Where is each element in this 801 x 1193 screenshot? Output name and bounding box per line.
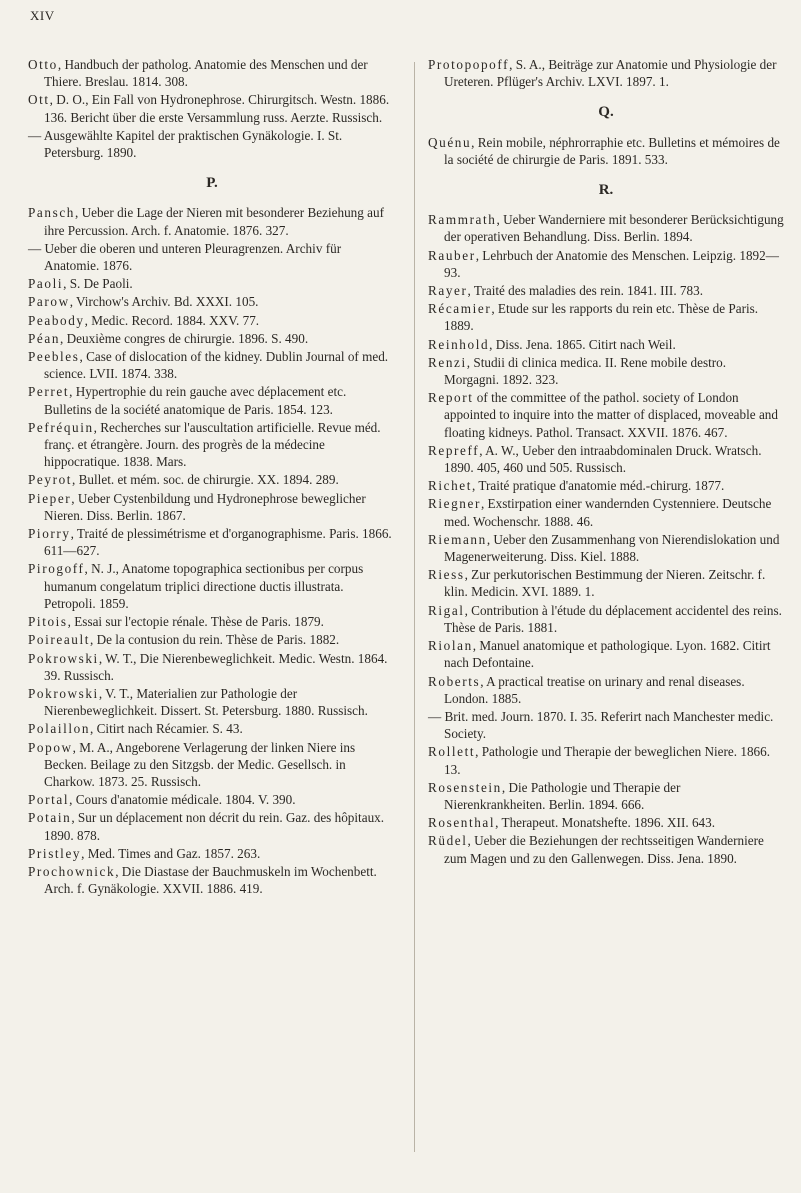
entry-author: Pitois [28,614,68,630]
bibliography-entry [28,560,396,612]
bibliography-entry [28,525,396,559]
entry-text: , Die Pathologie und Therapie der Nierenkrankheiten. Berlin. 1894. 666. [444,779,681,812]
entry-text: , Ueber den Zusammenhang von Nierendislokation und Magenerweiterung. Diss. Kiel. 1888. [444,531,780,565]
entry-author: Portal [28,792,70,808]
entry-text: , S. A., Beiträge zur Anatomie und Physiologie der Ureteren. Pflüger's Archiv. LXVI. 1897. 1. [444,57,777,90]
section-letter: P. [206,175,218,192]
entry-author: Reinhold [428,336,490,352]
entry-text: , De la contusion du rein. Thèse de Paris. 1882. [90,632,340,648]
entry-text: , Handbuch der patholog. Anatomie des Menschen und der Thiere. Breslau. 1814. 308. [44,57,368,90]
bibliography-entry [428,637,784,671]
bibliography-entry [428,56,784,90]
bibliography-entry [28,330,396,347]
entry-author: Protopopoff [428,57,510,72]
entry-text: , Hypertrophie du rein gauche avec déplacement etc. Bulletins de la société anatomique de Paris. 1854. 123. [44,384,347,417]
entry-text: , Manuel anatomique et pathologique. Lyon. 1682. Citirt nach Defontaine. [444,638,771,671]
entry-author: Pieper [28,490,72,506]
section-letter: Q. [598,104,614,121]
bibliography-entry [28,863,396,897]
entry-author: Poireault [28,632,91,648]
entry-text: , D. O., Ein Fall von Hydronephrose. Chirurgitsch. Westn. 1886. 136. Bericht über die erste Versammlung russ. Aerzte. Russisch. [44,92,390,125]
entry-text: , Die Diastase der Bauchmuskeln im Wochenbett. Arch. f. Gynäkologie. XXVII. 1886. 419. [44,863,377,897]
entry-author: Rollett [428,744,476,760]
entry-author: Récamier [428,301,492,317]
entry-author: Renzi [428,354,467,370]
entry-author: Peabody [28,312,85,328]
entry-text: , Cours d'anatomie médicale. 1804. V. 390. [69,792,296,808]
entry-text: — Ueber die oberen und unteren Pleuragrenzen. Archiv für Anatomie. 1876. [28,240,342,274]
bibliography-entry [28,613,396,630]
bibliography-entry [28,720,396,737]
page-number: XIV [30,8,55,23]
entry-text: , Lehrbuch der Anatomie des Menschen. Leipzig. 1892—93. [444,247,779,280]
entry-author: Rigal [428,602,465,618]
entry-author: Rammrath [428,212,497,228]
bibliography-entry [428,442,784,476]
entry-text: , Ueber Wanderniere mit besonderer Berücksichtigung der operativen Behandlung. Diss. Berlin. 1894. [444,212,784,245]
entry-text: , Essai sur l'ectopie rénale. Thèse de Paris. 1879. [67,614,324,630]
bibliography-entry [428,779,784,813]
entry-author: Roberts [428,673,481,689]
entry-text: , N. J., Anatome topographica sectionibus per corpus humanum congelatum triplici directione ductis illustrata. Petropoli. 1859. [44,561,364,611]
bibliography-entry [28,809,396,843]
entry-author: Peebles [28,349,80,365]
entry-author: Prochownick [28,863,116,879]
bibliography-entry [428,247,784,281]
entry-author: Polaillon [28,721,91,737]
bibliography-entry [28,275,396,292]
entry-text: , Ueber die Beziehungen der rechtsseitigen Wanderniere zum Magen und zu den Gallenwegen. Diss. Jena. 1890. [444,833,764,866]
entry-author: Rayer [428,283,468,299]
entry-author: Repreff [428,442,480,458]
bibliography-entry [428,531,784,565]
entry-author: Rüdel [428,833,468,849]
entry-text: , Recherches sur l'auscultation artificielle. Revue méd. franç. et étrangère. Journ. des progrès de la médecine hippocratique. 1838. Mars. [44,419,381,470]
bibliography-entry [28,490,396,524]
bibliography-entry [428,673,784,707]
bibliography-entry [28,240,396,274]
entry-text: , Pathologie und Therapie der beweglichen Niere. 1866. 13. [444,744,771,777]
bibliography-entry [428,814,784,831]
bibliography-entry [28,56,396,90]
bibliography-entry [28,631,396,648]
entry-author: Otto [28,57,58,72]
entry-text: — Brit. med. Journ. 1870. I. 35. Referirt nach Manchester medic. Society. [428,708,774,742]
entry-text: , M. A., Angeborene Verlagerung der linken Niere ins Becken. Beilage zu den Sitzgsb. der Medic. Gesellsch. in Charkow. 1873. 25. Russisch. [44,739,356,789]
bibliography-entry [428,282,784,299]
entry-author: Quénu [428,134,472,150]
bibliography-entry [28,845,396,862]
entry-text: , Virchow's Archiv. Bd. XXXI. 105. [69,294,259,310]
entry-text: , A. W., Ueber den intraabdominalen Druck. Wratsch. 1890. 405, 460 und 505. Russisch. [444,442,762,476]
entry-text: , Etude sur les rapports du rein etc. Thèse de Paris. 1889. [444,301,759,334]
entry-text: of the committee of the pathol. society of London appointed to inquire into the matter of displaced, moveable and floating kidneys. Pathol. Transact. XXVII. 1876. 467. [444,390,778,440]
entry-text: , Med. Times and Gaz. 1857. 263. [81,845,261,861]
entry-text: , Rein mobile, néphrorraphie etc. Bulletins et mémoires de la société de chirurgie de Paris. 1891. 533. [444,134,780,167]
bibliography-entry [28,312,396,329]
bibliography-entry [28,650,396,684]
bibliography-entry [28,685,396,719]
entry-author: Perret [28,384,70,400]
entry-author: Pansch [28,205,75,221]
entry-text: , Exstirpation einer wandernden Cystenniere. Deutsche med. Wochenschr. 1888. 46. [444,496,772,529]
entry-text: , V. T., Materialien zur Pathologie der Nierenbeweglichkeit. Dissert. St. Petersburg. 1880. Russisch. [44,685,368,719]
bibliography-entry [428,336,784,353]
entry-author: Peyrot [28,472,73,488]
entry-author: Paoli [28,276,64,292]
entry-text: , Medic. Record. 1884. XXV. 77. [84,312,260,328]
bibliography-entry [428,300,784,334]
bibliography-entry [28,471,396,488]
left-column [28,56,396,898]
bibliography-entry [428,495,784,529]
entry-author: Riess [428,567,465,583]
bibliography-entry [28,739,396,791]
entry-text: , A practical treatise on urinary and renal diseases. London. 1885. [444,673,745,706]
entry-author: Rosenthal [428,815,496,831]
entry-author: Piorry [28,526,71,542]
bibliography-entry [28,293,396,310]
entry-author: Péan [28,330,61,346]
entry-author: Pokrowski [28,650,99,666]
bibliography-entry [28,204,396,238]
entry-author: Riemann [428,531,487,547]
entry-text: , Traité de plessimétrisme et d'organographisme. Paris. 1866. 611—627. [44,526,392,559]
bibliography-entry [428,832,784,866]
entry-author: Pokrowski [28,685,99,701]
entry-author: Rauber [428,247,476,263]
bibliography-entry [428,566,784,600]
entry-author: Potain [28,810,72,826]
bibliography-entry [428,708,784,742]
bibliography-entry [428,602,784,636]
right-column [428,56,784,868]
bibliography-entry [428,354,784,388]
entry-text: , Diss. Jena. 1865. Citirt nach Weil. [489,336,676,352]
entry-text: , Case of dislocation of the kidney. Dublin Journal of med. science. LVII. 1874. 338. [44,349,389,382]
bibliography-entry [28,791,396,808]
bibliography-entry [28,348,396,382]
entry-text: — Ausgewählte Kapitel der praktischen Gynäkologie. I. St. Petersburg. 1890. [28,127,343,161]
entry-author: Report [428,390,474,406]
entry-text: , Citirt nach Récamier. S. 43. [90,721,243,737]
entry-author: Pristley [28,845,82,861]
entry-text: , Studii di clinica medica. II. Rene mobile destro. Morgagni. 1892. 323. [444,354,727,388]
entry-author: Rosenstein [428,779,502,795]
bibliography-entry [428,211,784,245]
bibliography-entry [28,127,396,161]
entry-author: Riegner [428,496,481,512]
entry-text: , Bullet. et mém. soc. de chirurgie. XX. 1894. 289. [72,472,339,488]
entry-text: , Deuxième congres de chirurgie. 1896. S. 490. [60,330,309,346]
entry-author: Popow [28,739,73,755]
entry-text: , Ueber die Lage der Nieren mit besonderer Beziehung auf ihre Percussion. Arch. f. Anatomie. 1876. 327. [44,205,385,238]
entry-author: Ott [28,92,50,108]
entry-text: , Traité pratique d'anatomie méd.-chirurg. 1877. [472,478,725,494]
entry-text: , Therapeut. Monatshefte. 1896. XII. 643. [495,815,716,831]
bibliography-entry [28,383,396,417]
entry-text: , Contribution à l'étude du déplacement accidentel des reins. Thèse de Paris. 1881. [444,602,782,635]
entry-text: , Traité des maladies des rein. 1841. III. 783. [467,283,704,299]
entry-author: Pefréquin [28,419,94,435]
entry-text: , Sur un déplacement non décrit du rein. Gaz. des hôpitaux. 1890. 878. [44,810,385,843]
entry-text: , Ueber Cystenbildung und Hydronephrose beweglicher Nieren. Diss. Berlin. 1867. [44,490,366,523]
entry-author: Parow [28,294,70,310]
column-divider [414,62,415,1152]
entry-author: Richet [428,478,473,494]
bibliography-entry [428,743,784,777]
entry-author: Riolan [428,638,473,654]
bibliography-entry [428,389,784,441]
entry-text: , W. T., Die Nierenbeweglichkeit. Medic. Westn. 1864. 39. Russisch. [44,650,388,683]
entry-text: , Zur perkutorischen Bestimmung der Nieren. Zeitschr. f. klin. Medicin. XVI. 1889. 1. [444,567,766,600]
bibliography-entry [428,134,784,168]
section-letter: R. [598,182,614,199]
bibliography-entry [28,91,396,125]
entry-text: , S. De Paoli. [63,276,133,292]
bibliography-entry [428,477,784,494]
entry-author: Pirogoff [28,561,85,577]
bibliography-entry [28,419,396,471]
